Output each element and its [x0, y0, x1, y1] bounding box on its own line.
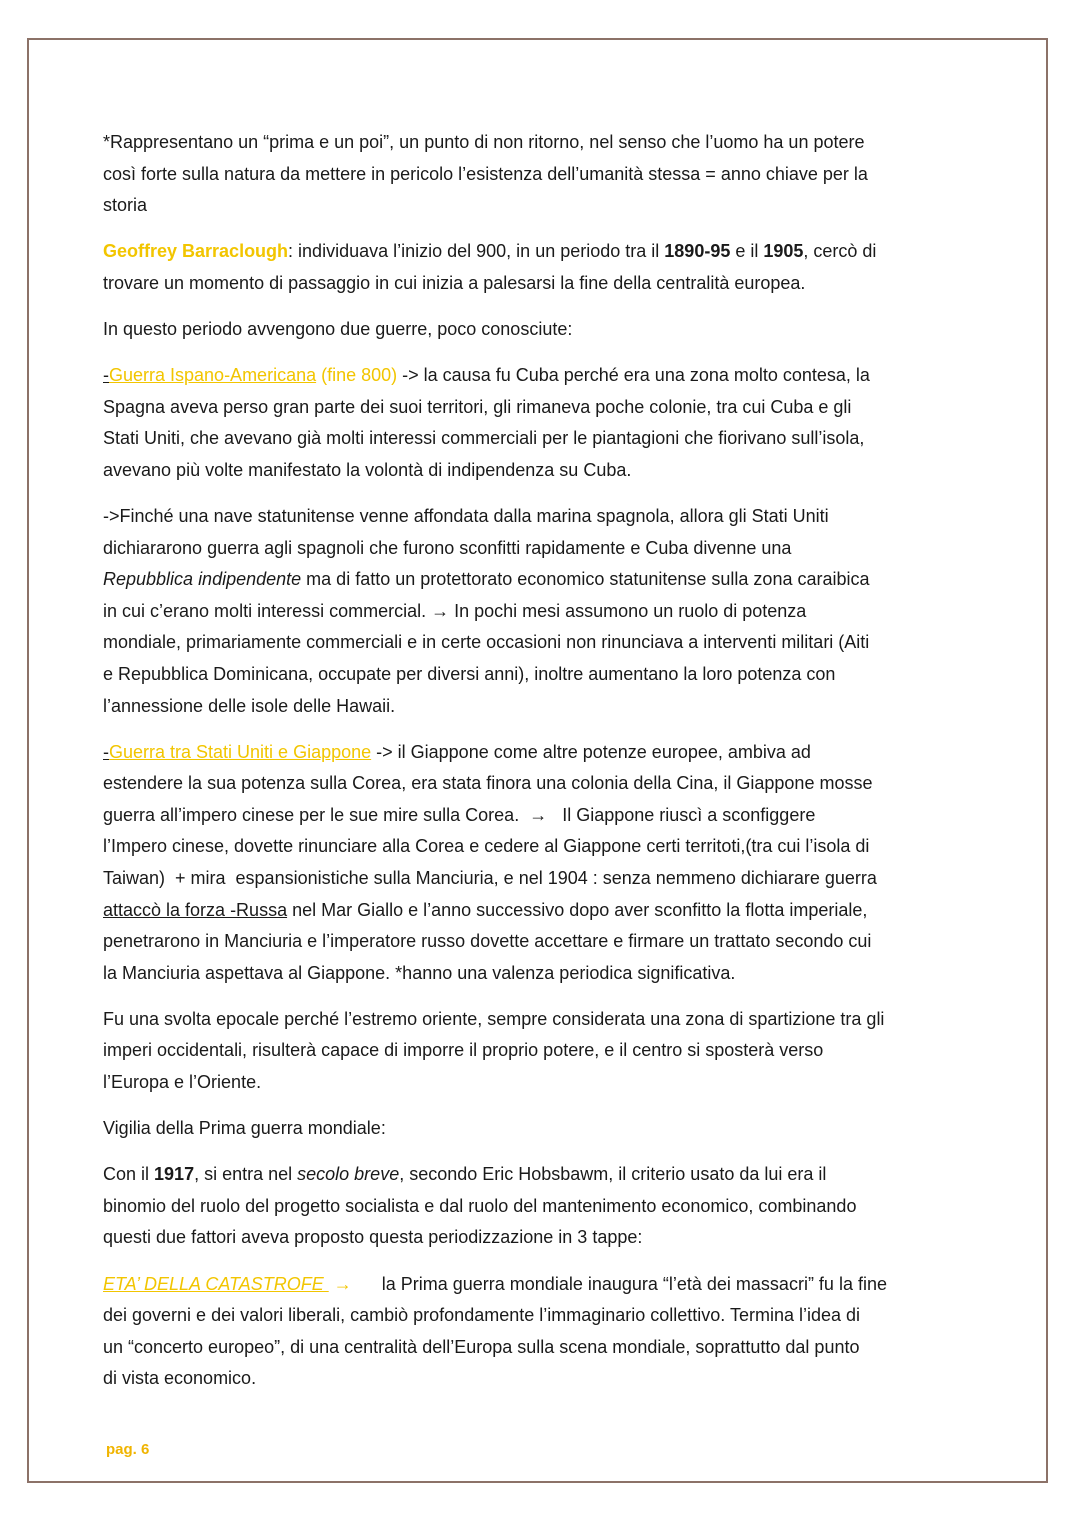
- text-line: [103, 1035, 983, 1067]
- text-run: e il: [730, 241, 764, 262]
- text-line: [103, 800, 983, 832]
- text-run: dei governi e dei valori liberali, cambiò profondamente l’immaginario collettivo. Termina l’idea di: [103, 1305, 861, 1326]
- text-line: [103, 268, 983, 300]
- text-run: , secondo Eric Hobsbawm, il criterio usato da lui era il: [399, 1164, 827, 1185]
- text-line: [103, 533, 983, 565]
- text-run: *Rappresentano un “prima e un poi”, un punto di non ritorno, nel senso che l’uomo ha un potere: [103, 132, 865, 152]
- paragraph: [103, 314, 983, 346]
- document-body: [103, 127, 983, 1409]
- page-number: pag. 6: [106, 1441, 150, 1458]
- paragraph: [103, 1159, 983, 1254]
- text-run: (fine 800): [316, 365, 398, 386]
- text-line: [103, 691, 983, 723]
- text-run: trovare un momento di passaggio in cui inizia a palesarsi la fine della centralità europea.: [103, 272, 806, 293]
- text-line: [103, 1332, 983, 1364]
- text-run: Geoffrey Barraclough: [103, 241, 289, 262]
- text-run: l’Europa e l’Oriente.: [103, 1072, 262, 1093]
- text-run: secolo breve: [297, 1164, 400, 1185]
- text-run: estendere la sua potenza sulla Corea, era stata finora una colonia della Cina, il Giappone mosse: [103, 773, 873, 794]
- text-run: l’annessione delle isole delle Hawaii.: [103, 695, 396, 716]
- text-run: e Repubblica Dominicana, occupate per diversi anni), inoltre aumentano la loro potenza con: [103, 663, 836, 684]
- text-run: -: [103, 365, 109, 386]
- text-run: -: [103, 741, 109, 762]
- text-line: [103, 659, 983, 691]
- text-run: 1917: [154, 1164, 195, 1185]
- text-run: così forte sulla natura da mettere in pericolo l’esistenza dell’umanità stessa = anno chiave per la: [103, 163, 868, 184]
- paragraph: [103, 1113, 983, 1145]
- text-run: →: [328, 1273, 352, 1294]
- text-run: imperi occidentali, risulterà capace di imporre il proprio potere, e il centro si sposterà verso: [103, 1040, 824, 1061]
- text-run: guerra all’impero cinese per le sue mire sulla Corea. → Il Giappone riuscì a sconfiggere: [103, 804, 816, 825]
- text-line: [103, 314, 983, 346]
- text-line: [103, 1159, 983, 1191]
- text-run: binomio del ruolo del progetto socialista e dal ruolo del mantenimento economico, combinando: [103, 1195, 857, 1216]
- highlighted-heading-link: ETA’ DELLA CATASTROFE: [103, 1273, 329, 1294]
- paragraph: [103, 360, 983, 486]
- text-run: 1905: [763, 241, 804, 262]
- paragraph: [103, 501, 983, 722]
- text-line: [103, 190, 983, 222]
- text-run: -> la causa fu Cuba perché era una zona molto contesa, la: [397, 365, 870, 386]
- text-line: [103, 159, 983, 191]
- text-run: Taiwan) + mira espansionistiche sulla Manciuria, e nel 1904 : senza nemmeno dichiarare guerra: [103, 867, 877, 888]
- highlighted-heading-link: Guerra tra Stati Uniti e Giappone: [109, 741, 372, 762]
- text-line: [103, 958, 983, 990]
- text-line: [103, 863, 983, 895]
- text-line: [103, 1222, 983, 1254]
- paragraph: [103, 737, 983, 990]
- text-line: [103, 392, 983, 424]
- text-line: [103, 831, 983, 863]
- text-run: dichiararono guerra agli spagnoli che furono sconfitti rapidamente e Cuba divenne una: [103, 537, 792, 558]
- text-run: penetrarono in Manciuria e l’imperatore russo dovette accettare e firmare un trattato secondo cui: [103, 931, 872, 952]
- text-run: , cercò di: [803, 241, 877, 262]
- text-run: ma di fatto un protettorato economico statunitense sulla zona caraibica: [301, 569, 870, 590]
- paragraph: [103, 127, 983, 222]
- text-run: storia: [103, 195, 148, 216]
- text-run: In questo periodo avvengono due guerre, poco conosciute:: [103, 318, 573, 339]
- highlighted-heading-link: Guerra Ispano-Americana: [109, 365, 317, 386]
- text-run: un “concerto europeo”, di una centralità dell’Europa sulla scena mondiale, soprattutto dal punto: [103, 1336, 860, 1357]
- text-line: [103, 1191, 983, 1223]
- text-run: Repubblica indipendente: [103, 569, 302, 590]
- text-run: 1890-95: [664, 241, 731, 262]
- text-line: [103, 926, 983, 958]
- text-line: [103, 501, 983, 533]
- text-run: avevano più volte manifestato la volontà di indipendenza su Cuba.: [103, 459, 632, 480]
- text-run: Vigilia della Prima guerra mondiale:: [103, 1118, 386, 1139]
- text-line: [103, 127, 983, 159]
- text-run: Fu una svolta epocale perché l’estremo oriente, sempre considerata una zona di spartizione tra gli: [103, 1008, 885, 1029]
- text-run: -> il Giappone come altre potenze europee, ambiva ad: [371, 741, 811, 762]
- text-run: in cui c’erano molti interessi commercial. → In pochi mesi assumono un ruolo di potenza: [103, 600, 807, 621]
- text-line: [103, 895, 983, 927]
- text-line: [103, 1067, 983, 1099]
- text-run: Con il: [103, 1164, 155, 1185]
- text-line: [103, 455, 983, 487]
- text-run: ->Finché una nave statunitense venne affondata dalla marina spagnola, allora gli Stati Uniti: [103, 505, 829, 526]
- text-line: [103, 1004, 983, 1036]
- text-run: , si entra nel: [194, 1164, 298, 1185]
- text-line: [103, 768, 983, 800]
- text-run: la Manciuria aspettava al Giappone. *hanno una valenza periodica significativa.: [103, 962, 736, 983]
- text-line: [103, 236, 983, 268]
- text-line: [103, 1363, 983, 1395]
- paragraph: [103, 1269, 983, 1395]
- text-line: [103, 1113, 983, 1145]
- text-run: : individuava l’inizio del 900, in un periodo tra il: [288, 241, 665, 262]
- text-line: [103, 737, 983, 769]
- paragraph: [103, 236, 983, 299]
- text-run: attaccò la forza -Russa: [103, 899, 288, 920]
- text-line: [103, 627, 983, 659]
- text-line: [103, 1300, 983, 1332]
- text-run: l’Impero cinese, dovette rinunciare alla Corea e cedere al Giappone certi territoti,(tra cui l’isola di: [103, 836, 870, 857]
- paragraph: [103, 1004, 983, 1099]
- text-run: mondiale, primariamente commerciali e in certe occasioni non rinunciava a interventi militari (Aiti: [103, 632, 870, 653]
- text-run: nel Mar Giallo e l’anno successivo dopo aver sconfitto la flotta imperiale,: [287, 899, 868, 920]
- text-run: di vista economico.: [103, 1368, 257, 1389]
- text-run: Stati Uniti, che avevano già molti interessi commerciali per le piantagioni che fiorivano sull’isola,: [103, 428, 865, 449]
- text-line: [103, 596, 983, 628]
- text-run: questi due fattori aveva proposto questa periodizzazione in 3 tappe:: [103, 1227, 643, 1248]
- text-line: [103, 423, 983, 455]
- text-run: Spagna aveva perso gran parte dei suoi territori, gli rimaneva poche colonie, tra cui Cuba e gli: [103, 396, 852, 417]
- text-line: [103, 1269, 983, 1301]
- text-line: [103, 564, 983, 596]
- text-line: [103, 360, 983, 392]
- text-run: la Prima guerra mondiale inaugura “l’età dei massacri” fu la fine: [351, 1273, 887, 1294]
